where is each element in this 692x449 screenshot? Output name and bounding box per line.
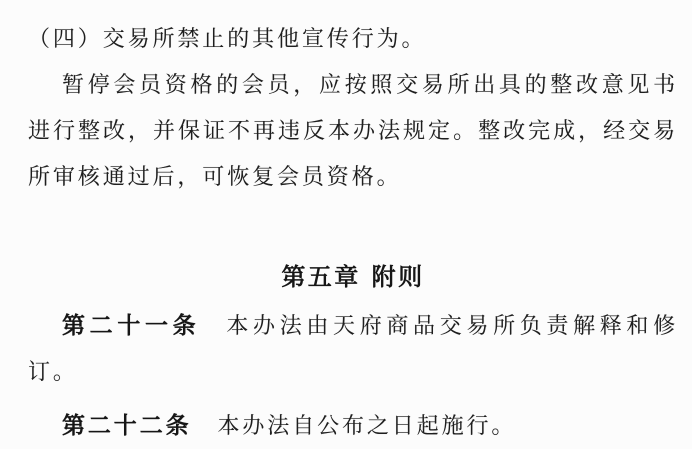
chapter-heading: 第五章 附则 xyxy=(281,263,425,291)
clause-item-4: （四）交易所禁止的其他宣传行为。 xyxy=(28,26,427,51)
article-text: 本办法由天府商品交易所负责解释和修订。 xyxy=(28,313,678,384)
article-number-label: 第二十一条 xyxy=(62,313,201,339)
article-row xyxy=(28,303,678,395)
article-text: 本办法自公布之日起施行。 xyxy=(217,413,517,438)
article-number-label: 第二十二条 xyxy=(62,413,192,439)
paragraph-rectification: 暂停会员资格的会员，应按照交易所出具的整改意见书进行整改，并保证不再违反本办法规定。整改完成，经交易所审核通过后，可恢复会员资格。 xyxy=(28,72,678,189)
article-row xyxy=(28,403,678,449)
document-text-block xyxy=(28,16,678,449)
